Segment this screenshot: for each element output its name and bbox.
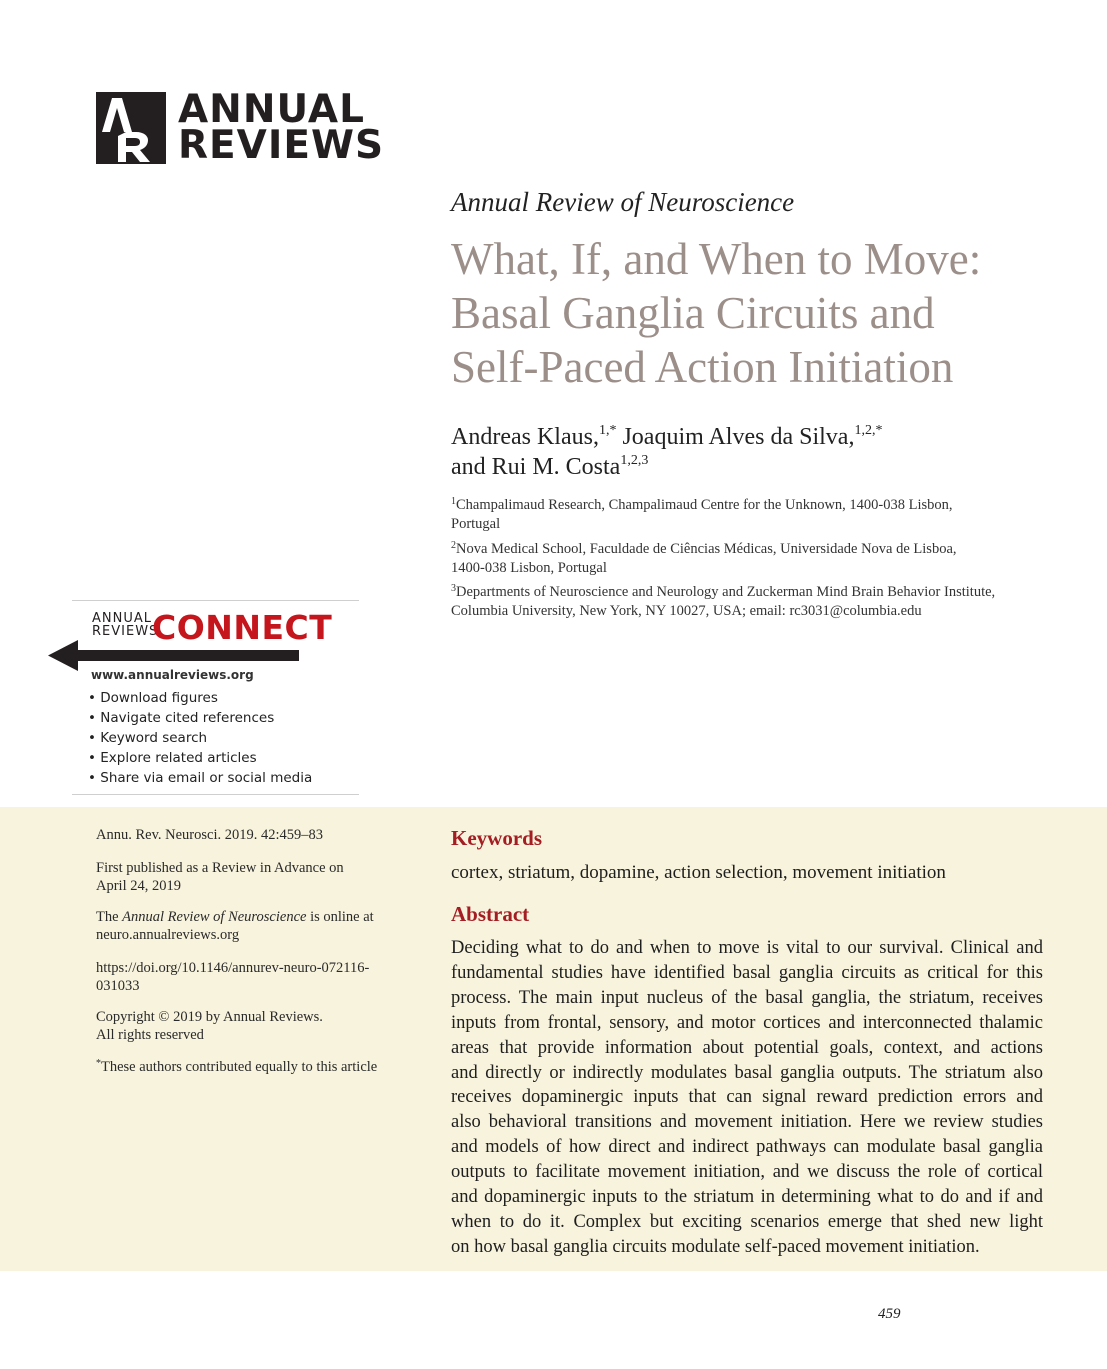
first-published <box>96 859 416 895</box>
abstract-line: Deciding what to do and when to move is vital to our survival. Clinical and <box>451 938 1043 958</box>
footnote-mark: * <box>96 1058 101 1069</box>
abstract-line: and models of how direct and indirect pathways can modulate basal ganglia <box>451 1137 1043 1158</box>
meta-journal: Annual Review of Neuroscience <box>122 909 307 925</box>
affiliation-text: Champalimaud Research, Champalimaud Centre for the Unknown, 1400-038 Lisbon, <box>456 497 953 513</box>
abstract-line: and dopaminergic inputs to the striatum in determining what to do and if and <box>451 1187 1043 1208</box>
abstract-line: also behavioral transitions and movement initiation. Here we review studies <box>451 1112 1043 1133</box>
journal-url-link[interactable]: neuro.annualreviews.org <box>96 927 240 943</box>
title-line: Self-Paced Action Initiation <box>451 342 954 392</box>
ar-logo-mark-icon <box>96 92 166 164</box>
abstract-line: fundamental studies have identified basal ganglia circuits as critical for this <box>451 962 1043 983</box>
equal-contribution-note <box>96 1058 416 1076</box>
affiliation-text: Portugal <box>451 516 501 532</box>
keywords-list: cortex, striatum, dopamine, action selection, movement initiation <box>451 862 946 883</box>
keywords-heading: Keywords <box>451 826 542 850</box>
meta-line: April 24, 2019 <box>96 878 181 894</box>
affiliation-number: 1 <box>451 496 456 507</box>
abstract-line: areas that provide information about potential goals, context, and actions <box>451 1037 1043 1058</box>
affiliation-text: Nova Medical School, Faculdade de Ciências Médicas, Universidade Nova de Lisboa, <box>456 541 957 557</box>
affiliation <box>451 496 1051 534</box>
meta-line: Copyright © 2019 by Annual Reviews. <box>96 1009 323 1025</box>
affiliation-text: 1400-038 Lisbon, Portugal <box>451 560 607 576</box>
affiliation <box>451 540 1051 578</box>
doi-line[interactable]: https://doi.org/10.1146/annurev-neuro-072116- <box>96 960 370 976</box>
logo-line-2: REVIEWS <box>178 123 385 168</box>
title-line: Basal Ganglia Circuits and <box>451 288 935 338</box>
abstract-line: process. The main input nucleus of the basal ganglia, the striatum, receives <box>451 987 1043 1008</box>
copyright <box>96 1008 416 1044</box>
connect-small-line: REVIEWS <box>92 624 159 639</box>
journal-name: Annual Review of Neuroscience <box>451 187 795 217</box>
meta-text: is online at <box>306 909 374 925</box>
divider <box>72 600 359 601</box>
annual-reviews-connect-box[interactable] <box>48 600 333 796</box>
abstract-line: receives dopaminergic inputs that can signal reward prediction errors and <box>451 1087 1043 1108</box>
abstract-line: outputs to facilitate movement initiation, and we discuss the role of cortical <box>451 1162 1043 1183</box>
author-affiliation-mark: 1,2,3 <box>620 453 649 468</box>
abstract-line: when to do it. Complex but exciting scenarios emerge that shed new light <box>451 1211 1043 1232</box>
affiliation-text: Columbia University, New York, NY 10027, USA; email: rc3031@columbia.edu <box>451 603 922 619</box>
list-item[interactable]: • Explore related articles <box>88 748 312 768</box>
list-item[interactable]: • Keyword search <box>88 728 312 748</box>
annual-reviews-logo <box>96 87 385 168</box>
list-item[interactable]: • Download figures <box>88 688 312 708</box>
abstract-line: and directly or indirectly modulates basal ganglia outputs. The striatum also <box>451 1062 1043 1083</box>
author-affiliation-mark: 1,2,* <box>854 423 883 438</box>
author-name: and Rui M. Costa <box>451 454 621 480</box>
citation: Annu. Rev. Neurosci. 2019. 42:459–83 <box>96 827 324 843</box>
page-number: 459 <box>878 1306 901 1322</box>
online-availability <box>96 908 416 944</box>
doi-line[interactable]: 031033 <box>96 978 140 994</box>
author-name: Joaquim Alves da Silva, <box>616 424 855 450</box>
list-item[interactable]: • Share via email or social media <box>88 768 312 788</box>
list-item[interactable]: • Navigate cited references <box>88 708 312 728</box>
meta-text: These authors contributed equally to this article <box>101 1059 378 1075</box>
logo-line-1: ANNUAL <box>178 87 365 132</box>
doi[interactable] <box>96 959 416 995</box>
abstract-line: inputs from frontal, sensory, and motor cortices and interconnected thalamic <box>451 1012 1043 1033</box>
abstract-line: on how basal ganglia circuits modulate self-paced movement initiation. <box>451 1236 980 1257</box>
connect-small-line: ANNUAL <box>92 611 152 626</box>
article-title <box>451 232 1091 394</box>
connect-small-label <box>92 612 158 638</box>
divider <box>72 794 359 795</box>
meta-text: The <box>96 909 123 925</box>
connect-url-link[interactable]: www.annualreviews.org <box>91 668 254 682</box>
affiliation-number: 3 <box>451 583 456 594</box>
affiliation-number: 2 <box>451 540 456 551</box>
author-list <box>451 422 882 482</box>
author-affiliation-mark: 1,* <box>598 423 617 438</box>
abstract-heading: Abstract <box>451 902 530 926</box>
abstract-text <box>451 936 1043 1260</box>
author-name: Andreas Klaus, <box>451 424 599 450</box>
connect-feature-list <box>88 688 312 788</box>
connect-title: CONNECT <box>152 608 333 647</box>
title-line: What, If, and When to Move: <box>451 234 982 284</box>
meta-line: First published as a Review in Advance on <box>96 860 344 876</box>
affiliation-text: Departments of Neuroscience and Neurology and Zuckerman Mind Brain Behavior Institute, <box>456 584 996 600</box>
affiliation <box>451 583 1051 621</box>
meta-line: All rights reserved <box>96 1027 204 1043</box>
